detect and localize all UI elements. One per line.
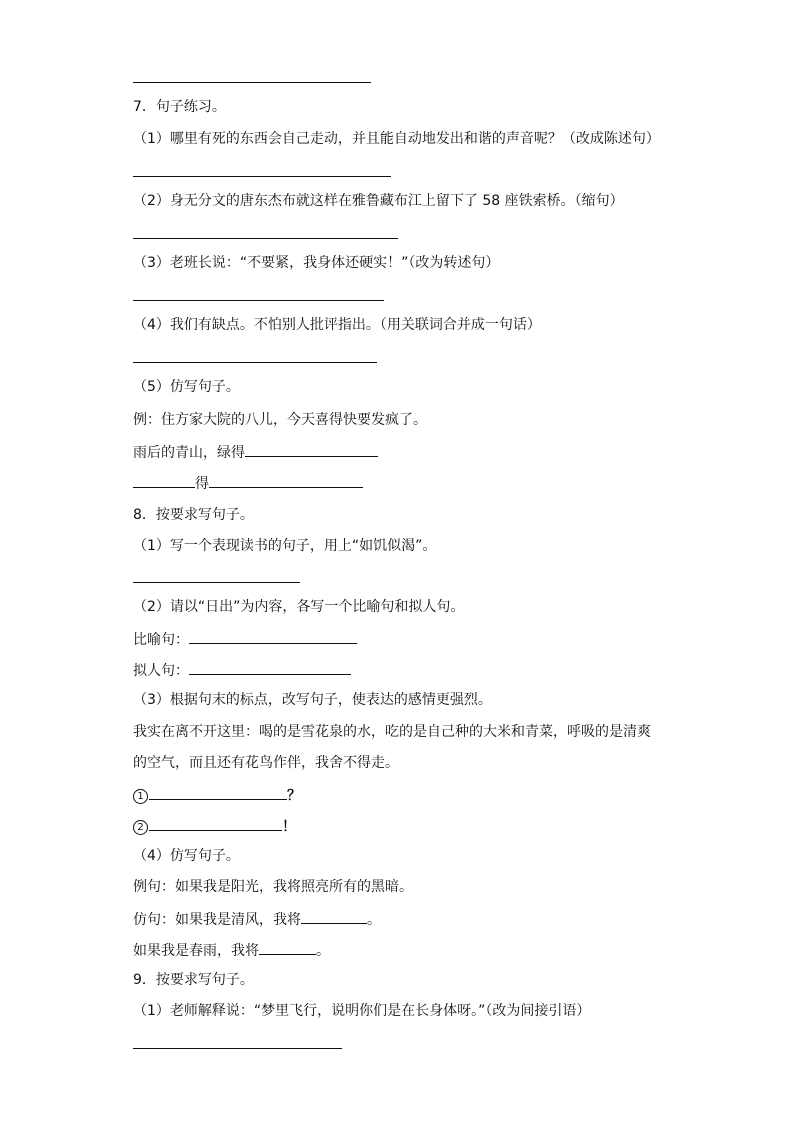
question-8-2: （2）请以“日出”为内容，各写一个比喻句和拟人句。 bbox=[133, 599, 465, 615]
fill-blank[interactable] bbox=[259, 939, 316, 955]
question-8-3-passage-2: 的空气，而且还有花鸟作伴，我舍不得走。 bbox=[133, 755, 399, 771]
answer-line[interactable] bbox=[133, 362, 377, 363]
question-7-5: （5）仿写句子。 bbox=[133, 379, 240, 395]
period: 。 bbox=[316, 943, 330, 959]
prompt-text: 得 bbox=[195, 476, 209, 492]
prompt-text: 比喻句： bbox=[133, 632, 189, 648]
question-8-1: （1）写一个表现读书的句子，用上“如饥似渴”。 bbox=[133, 538, 437, 554]
question-8-3-passage-1: 我实在离不开这里：喝的是雪花泉的水，吃的是自己种的大米和青菜，呼吸的是清爽 bbox=[133, 724, 651, 740]
question-8-title: 8．按要求写句子。 bbox=[133, 507, 254, 523]
question-8-2-personify bbox=[133, 659, 351, 679]
answer-line[interactable] bbox=[133, 300, 384, 301]
prompt-text: 雨后的青山，绿得 bbox=[133, 445, 245, 461]
question-8-4: （4）仿写句子。 bbox=[133, 848, 240, 864]
question-7-5-prompt-a bbox=[133, 441, 378, 461]
prompt-text: 拟人句： bbox=[133, 663, 189, 679]
question-7-2: （2）身无分文的唐东杰布就这样在雅鲁藏布江上留下了 58 座铁索桥。（缩句） bbox=[133, 193, 624, 209]
question-8-4-example: 例句：如果我是阳光，我将照亮所有的黑暗。 bbox=[133, 879, 413, 895]
question-9-1: （1）老师解释说：“梦里飞行，说明你们是在长身体呀。”（改为间接引语） bbox=[133, 1003, 591, 1019]
question-8-3: （3）根据句末的标点，改写句子，使表达的感情更强烈。 bbox=[133, 692, 492, 708]
answer-line[interactable] bbox=[133, 1048, 342, 1049]
end-mark: ？ bbox=[287, 788, 301, 804]
fill-blank[interactable] bbox=[301, 908, 367, 924]
prompt-text: 仿句：如果我是清风，我将 bbox=[133, 912, 301, 928]
question-7-3: （3）老班长说：“不要紧，我身体还硬实！”（改为转述句） bbox=[133, 255, 500, 271]
question-8-2-simile bbox=[133, 628, 357, 648]
answer-line[interactable] bbox=[133, 82, 371, 83]
circled-number: 2 bbox=[133, 820, 148, 835]
fill-blank[interactable] bbox=[189, 659, 351, 675]
circled-number: 1 bbox=[133, 789, 148, 804]
answer-line[interactable] bbox=[133, 582, 300, 583]
fill-blank[interactable] bbox=[149, 815, 282, 831]
question-8-3-item-2 bbox=[133, 815, 296, 835]
fill-blank[interactable] bbox=[189, 628, 357, 644]
fill-blank[interactable] bbox=[209, 472, 363, 488]
period: 。 bbox=[367, 912, 381, 928]
question-8-4-imitate-a bbox=[133, 908, 381, 928]
fill-blank[interactable] bbox=[245, 441, 378, 457]
question-7-5-prompt-b bbox=[133, 472, 363, 492]
prompt-text: 如果我是春雨，我将 bbox=[133, 943, 259, 959]
question-7-4: （4）我们有缺点。不怕别人批评指出。（用关联词合并成一句话） bbox=[133, 317, 541, 333]
question-9-title: 9．按要求写句子。 bbox=[133, 972, 254, 988]
fill-blank[interactable] bbox=[149, 784, 287, 800]
end-mark: ！ bbox=[282, 819, 296, 835]
question-8-4-imitate-b bbox=[133, 939, 330, 959]
question-7-1: （1）哪里有死的东西会自己走动，并且能自动地发出和谐的声音呢？（改成陈述句） bbox=[133, 131, 660, 147]
fill-blank[interactable] bbox=[133, 472, 195, 488]
question-7-title: 7．句子练习。 bbox=[133, 99, 226, 115]
answer-line[interactable] bbox=[133, 238, 398, 239]
question-8-3-item-1 bbox=[133, 784, 301, 804]
answer-line[interactable] bbox=[133, 176, 391, 177]
question-7-5-example: 例：住方家大院的八儿，今天喜得快要发疯了。 bbox=[133, 412, 427, 428]
